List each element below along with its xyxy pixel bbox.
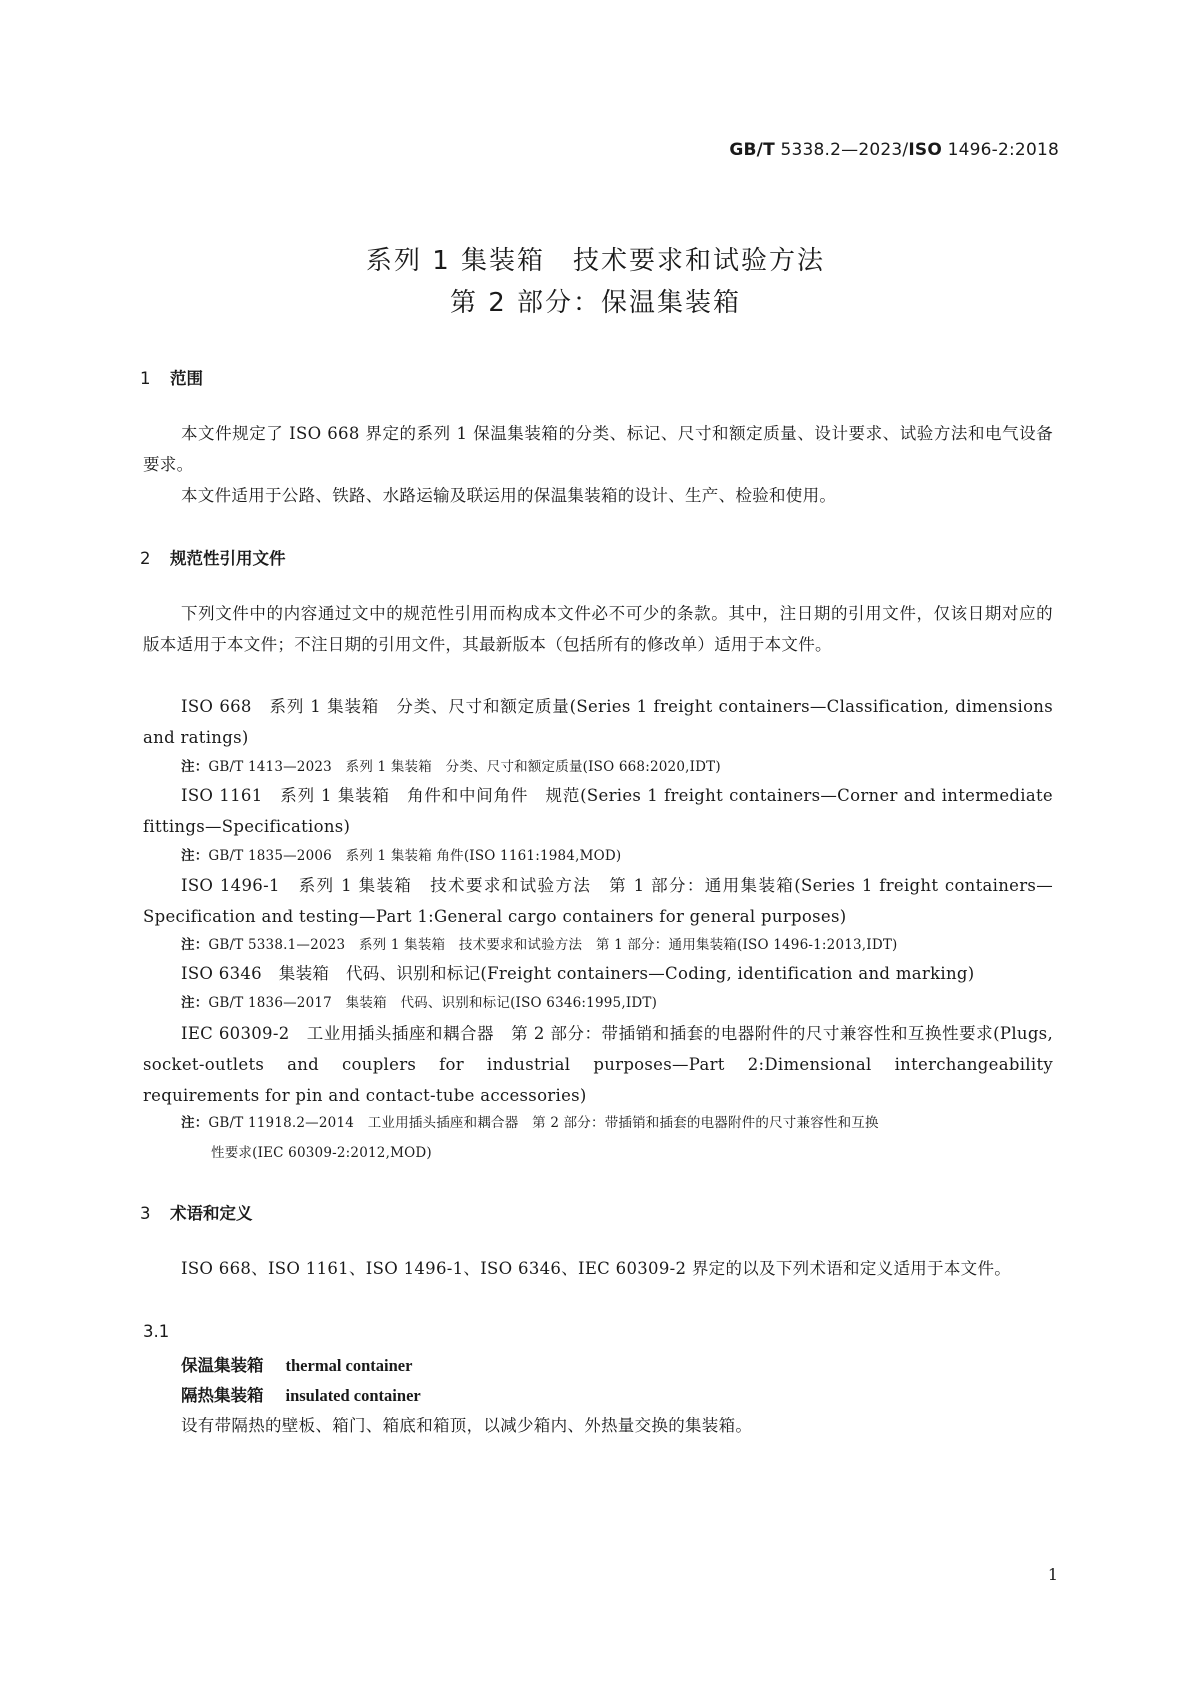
- reference-iso-6346: ISO 6346 集装箱 代码、识别和标记(Freight containers—Coding, identification and marking): [181, 964, 975, 983]
- note-label: 注：: [181, 995, 209, 1011]
- note-label: 注：: [181, 759, 209, 775]
- section-2-heading: [140, 545, 286, 569]
- note-label: 注：: [181, 1115, 209, 1131]
- code-iso-number: 1496-2:2018: [941, 140, 1059, 160]
- note-text: GB/T 1413—2023 系列 1 集装箱 分类、尺寸和额定质量(ISO 668:2020,IDT): [208, 759, 721, 775]
- title-line-1: 系列 1 集装箱 技术要求和试验方法: [365, 246, 826, 276]
- section-1-paragraph-1: 本文件规定了 ISO 668 界定的系列 1 保温集装箱的分类、标记、尺寸和额定质量、设计要求、试验方法和电气设备要求。: [143, 424, 1053, 474]
- term-zh: 隔热集装箱: [181, 1386, 264, 1405]
- reference-iso-668: ISO 668 系列 1 集装箱 分类、尺寸和额定质量(Series 1 freight containers—Classification, dimensions and ratings): [143, 697, 1053, 747]
- section-title: 规范性引用文件: [170, 549, 286, 568]
- note-iso-6346: [181, 988, 1053, 1018]
- term-definition: 设有带隔热的壁板、箱门、箱底和箱顶，以减少箱内、外热量交换的集装箱。: [181, 1416, 753, 1435]
- reference-iso-1161: ISO 1161 系列 1 集装箱 角件和中间角件 规范(Series 1 freight containers—Corner and intermediate fittings—Specifications): [143, 786, 1053, 836]
- term-en: thermal container: [285, 1356, 413, 1375]
- title-line-2: 第 2 部分：保温集装箱: [449, 288, 742, 318]
- term-primary: [181, 1352, 412, 1376]
- note-text: GB/T 1836—2017 集装箱 代码、识别和标记(ISO 6346:1995,IDT): [208, 995, 658, 1011]
- section-number: 1: [140, 369, 151, 388]
- note-text: GB/T 1835—2006 系列 1 集装箱 角件(ISO 1161:1984,MOD): [208, 848, 622, 864]
- document-code: [729, 140, 1059, 160]
- code-prefix: GB/T: [729, 140, 775, 160]
- note-text: GB/T 5338.1—2023 系列 1 集装箱 技术要求和试验方法 第 1 部分：通用集装箱(ISO 1496-1:2013,IDT): [208, 937, 898, 953]
- note-label: 注：: [181, 848, 209, 864]
- term-en: insulated container: [285, 1386, 421, 1405]
- section-3-heading: [140, 1200, 253, 1224]
- section-title: 范围: [170, 369, 203, 388]
- section-number: 3: [140, 1204, 151, 1223]
- code-iso: ISO: [908, 140, 942, 160]
- section-number: 2: [140, 549, 151, 568]
- note-iso-1161: [181, 841, 1053, 871]
- note-continuation: 性要求(IEC 60309-2:2012,MOD): [211, 1145, 432, 1161]
- document-title: [0, 240, 1191, 324]
- code-number: 5338.2—2023/: [774, 140, 909, 160]
- section-1-heading: [140, 365, 203, 389]
- note-text: GB/T 11918.2—2014 工业用插头插座和耦合器 第 2 部分：带插销和插套的电器附件的尺寸兼容性和互换: [208, 1115, 879, 1131]
- note-iec-60309-2: [181, 1108, 1053, 1168]
- term-number: 3.1: [143, 1322, 170, 1341]
- term-zh: 保温集装箱: [181, 1356, 264, 1375]
- section-3-intro: ISO 668、ISO 1161、ISO 1496-1、ISO 6346、IEC 60309-2 界定的以及下列术语和定义适用于本文件。: [181, 1259, 1012, 1278]
- section-2-intro: 下列文件中的内容通过文中的规范性引用而构成本文件必不可少的条款。其中，注日期的引用文件，仅该日期对应的版本适用于本文件；不注日期的引用文件，其最新版本（包括所有的修改单）适用于本文件。: [143, 604, 1053, 654]
- reference-iso-1496-1: ISO 1496-1 系列 1 集装箱 技术要求和试验方法 第 1 部分：通用集装箱(Series 1 freight containers—Specification and testing—Part 1:General cargo containers for general purposes): [143, 876, 1053, 926]
- note-iso-1496-1: [181, 930, 1053, 960]
- page-number: 1: [1047, 1565, 1058, 1584]
- reference-iec-60309-2: IEC 60309-2 工业用插头插座和耦合器 第 2 部分：带插销和插套的电器附件的尺寸兼容性和互换性要求(Plugs, socket-outlets and couplers for industrial purposes—Part 2:Dimensional interchangeability requirements for pin and contact-tube accessories): [143, 1024, 1053, 1105]
- term-admitted: [181, 1382, 421, 1406]
- section-1-paragraph-2: 本文件适用于公路、铁路、水路运输及联运用的保温集装箱的设计、生产、检验和使用。: [181, 486, 837, 505]
- note-label: 注：: [181, 937, 209, 953]
- section-title: 术语和定义: [170, 1204, 253, 1223]
- note-iso-668: [181, 752, 1053, 782]
